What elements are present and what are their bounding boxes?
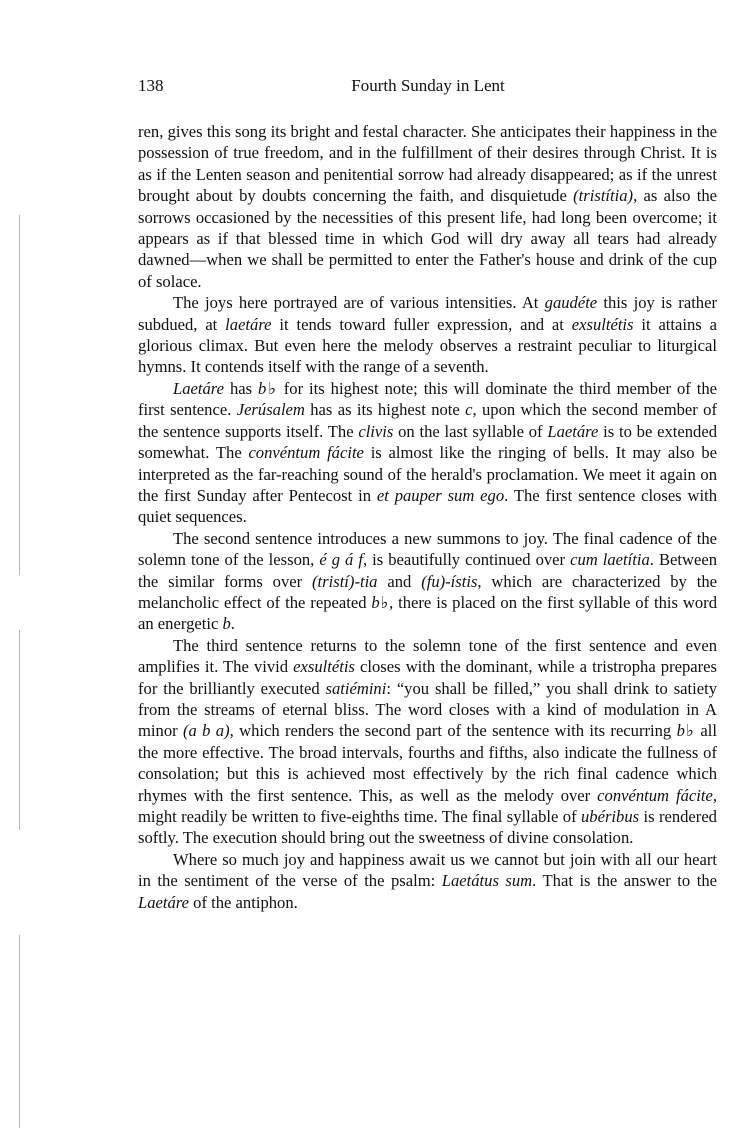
- italic-term: c: [465, 400, 473, 420]
- text-run: , which are characterized by the melancholic effect of the repeated: [138, 571, 717, 612]
- italic-term: Jerúsalem: [236, 400, 305, 420]
- paragraph: [138, 121, 717, 292]
- italic-term: satiémini: [325, 678, 387, 698]
- italic-term: cum laetítia: [570, 550, 650, 570]
- text-run: , which renders the second part of the sentence with its recurring: [229, 721, 677, 741]
- text-run: this joy is rather subdued, at: [138, 293, 717, 334]
- text-run: , as also the sorrows occasioned by the necessities of this present life, had long been overcome; it appears as if that blessed time in which God will dry away all tears had already dawned—when we shall be permitted to enter the Father's house and drink of the cup of solace.: [138, 186, 718, 291]
- text-run: . Between the similar forms over: [138, 550, 718, 591]
- italic-term: laetáre: [225, 314, 272, 334]
- scan-margin-line: [19, 215, 20, 575]
- italic-term: (a b a): [182, 721, 230, 741]
- text-run: is rendered softly. The execution should bring out the sweetness of divine consolation.: [138, 807, 717, 848]
- paragraph: [138, 378, 717, 528]
- scan-margin-line: [19, 630, 20, 830]
- text-run: , might readily be written to five-eighths time. The final syllable of: [138, 785, 717, 826]
- text-run: , is beautifully continued over: [362, 550, 571, 570]
- italic-term: Laetáre: [173, 378, 225, 398]
- text-run: closes with the dominant, while a tristropha prepares for the brilliantly executed: [138, 657, 717, 698]
- text-run: is to be extended somewhat. The: [138, 421, 717, 463]
- italic-term: b: [222, 614, 231, 634]
- text-run: The third sentence returns to the solemn tone of the first sentence and even amplifies it. The vivid: [138, 635, 717, 677]
- text-run: .: [230, 614, 235, 634]
- paragraph: [138, 528, 717, 635]
- text-run: , there is placed on the first syllable of this word an energetic: [138, 592, 717, 634]
- text-run: is almost like the ringing of bells. It may also be interpreted as the far-reaching sound of the herald's proclamation. We meet it again on the first Sunday after Pentecost in: [138, 443, 717, 505]
- running-title: Fourth Sunday in Lent: [351, 76, 505, 95]
- page-header: [138, 76, 718, 98]
- text-run: , upon which the second member of the sentence supports itself. The: [138, 400, 717, 441]
- italic-term: ubéribus: [581, 807, 640, 826]
- italic-term: Laetáre: [138, 892, 190, 912]
- text-run: on the last syllable of: [393, 421, 548, 441]
- italic-term: convéntum fácite: [597, 785, 713, 805]
- italic-term: b♭: [371, 592, 390, 612]
- text-run: all the more effective. The broad intervals, fourths and fifths, also indicate the fullness of consolation; but this is achieved most effectively by the rich final cadence which rhymes with the first sentence. This, as well as the melody over: [138, 721, 718, 805]
- paragraph: [138, 635, 717, 849]
- italic-term: Laetáre: [547, 421, 599, 441]
- text-run: Where so much joy and happiness await us we cannot but join with all our heart in the sentiment of the verse of the psalm:: [138, 849, 717, 891]
- italic-term: b♭: [258, 378, 278, 398]
- italic-term: é g á f: [319, 550, 363, 570]
- italic-term: et pauper sum ego: [376, 485, 505, 505]
- text-run: . That is the answer to the: [532, 871, 718, 891]
- italic-term: convéntum fácite: [248, 443, 364, 463]
- italic-term: (tristí)-tia: [312, 571, 378, 591]
- italic-term: exsultétis: [571, 314, 634, 334]
- text-run: of the antiphon.: [189, 892, 298, 912]
- text-run: has as its highest note: [304, 400, 466, 420]
- scan-margin-line: [19, 935, 20, 1128]
- text-run: The joys here portrayed are of various intensities. At: [173, 293, 545, 313]
- text-run: . The first sentence closes with quiet sequences.: [138, 485, 718, 527]
- italic-term: (fu)-ístis: [421, 571, 478, 591]
- italic-term: Laetátus sum: [441, 871, 533, 891]
- italic-term: exsultétis: [293, 657, 355, 677]
- paragraph: [138, 849, 717, 913]
- paragraph: [138, 292, 717, 378]
- text-run: it attains a glorious climax. But even here the melody observes a restraint peculiar to liturgical hymns. It contends itself with the range of a seventh.: [138, 314, 717, 377]
- italic-term: (tristítia): [573, 186, 634, 206]
- text-run: it tends toward fuller expression, and at: [271, 314, 572, 334]
- text-run: : “you shall be filled,” you shall drink to satiety from the streams of eternal bliss. The word closes with a kind of modulation in A minor: [138, 678, 718, 741]
- italic-term: clivis: [358, 421, 394, 441]
- page-number: 138: [138, 76, 164, 95]
- text-run: The second sentence introduces a new summons to joy. The final cadence of the solemn tone of the lesson,: [138, 528, 717, 570]
- text-run: for its highest note; this will dominate the third member of the first sentence.: [138, 378, 717, 420]
- text-run: and: [377, 571, 422, 591]
- italic-term: b♭: [676, 721, 696, 741]
- body-text: [138, 121, 717, 913]
- text-run: ren, gives this song its bright and festal character. She anticipates their happiness in the possession of true freedom, and in the fulfillment of their desires through Christ. It is as if the Lenten season and penitential sorrow had already disappeared; as if the unrest brought about by doubts concerning the faith, and disquietude: [138, 122, 717, 206]
- text-run: has: [224, 378, 259, 398]
- italic-term: gaudéte: [544, 293, 598, 313]
